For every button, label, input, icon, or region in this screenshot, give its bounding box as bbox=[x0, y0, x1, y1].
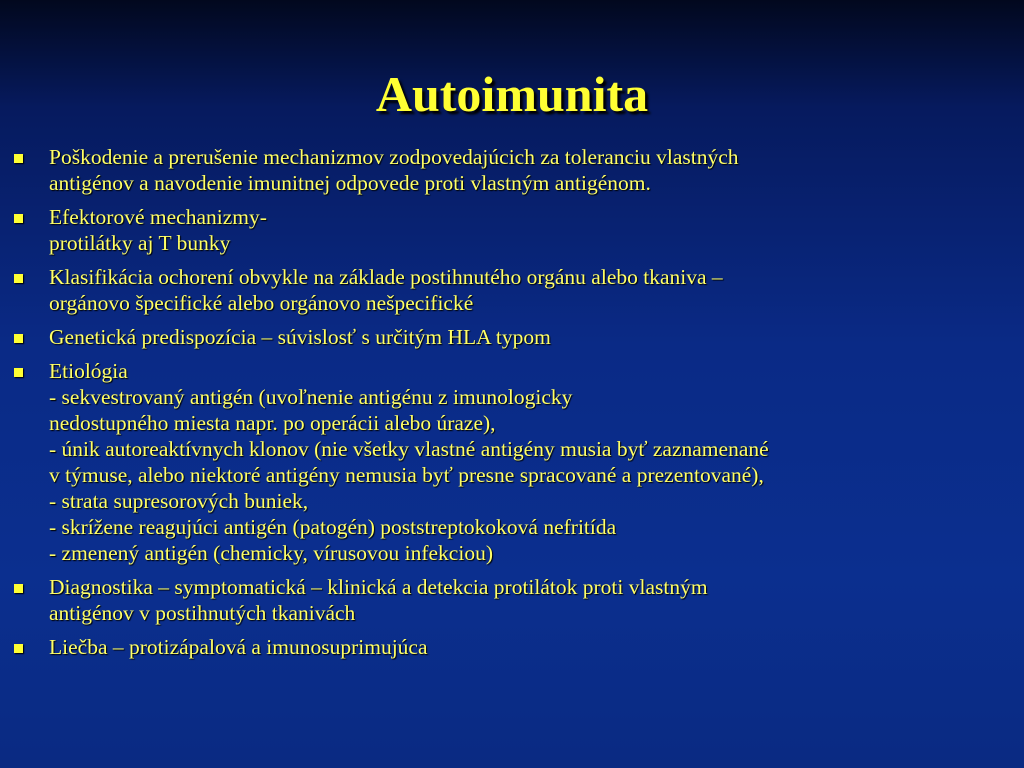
bullet-text-line: Poškodenie a prerušenie mechanizmov zodpovedajúcich za toleranciu vlastných bbox=[49, 145, 739, 169]
square-bullet-icon bbox=[14, 154, 23, 163]
bullet-text-line: antigénov a navodenie imunitnej odpovede proti vlastným antigénom. bbox=[49, 171, 651, 195]
bullet-text-line: antigénov v postihnutých tkanivách bbox=[49, 601, 356, 625]
square-bullet-icon bbox=[14, 644, 23, 653]
bullet-text-line: - strata supresorových buniek, bbox=[49, 489, 309, 513]
bullet-text-line: Genetická predispozícia – súvislosť s určitým HLA typom bbox=[49, 325, 551, 349]
bullet-text-line: - skrížene reagujúci antigén (patogén) poststreptokoková nefritída bbox=[49, 515, 617, 539]
bullet-item bbox=[14, 204, 994, 256]
bullet-text-line: - únik autoreaktívnych klonov (nie všetky vlastné antigény musia byť zaznamenané bbox=[49, 437, 769, 461]
bullet-item bbox=[14, 358, 994, 566]
square-bullet-icon bbox=[14, 274, 23, 283]
bullet-text-line: v týmuse, alebo niektoré antigény nemusia byť presne spracované a prezentované), bbox=[49, 463, 764, 487]
bullet-text-line: Diagnostika – symptomatická – klinická a detekcia protilátok proti vlastným bbox=[49, 575, 708, 599]
bullet-text-line: nedostupného miesta napr. po operácii alebo úraze), bbox=[49, 411, 496, 435]
bullet-item bbox=[14, 144, 994, 196]
bullet-text-line: - zmenený antigén (chemicky, vírusovou infekciou) bbox=[49, 541, 493, 565]
bullet-list bbox=[14, 144, 994, 668]
bullet-item bbox=[14, 324, 994, 350]
bullet-text-line: - sekvestrovaný antigén (uvoľnenie antigénu z imunologicky bbox=[49, 385, 573, 409]
bullet-text-line: Klasifikácia ochorení obvykle na základe postihnutého orgánu alebo tkaniva – bbox=[49, 265, 723, 289]
square-bullet-icon bbox=[14, 368, 23, 377]
slide-title: Autoimunita bbox=[375, 66, 649, 122]
bullet-text-line: orgánovo špecifické alebo orgánovo nešpecifické bbox=[49, 291, 474, 315]
bullet-text-line: Etiológia bbox=[49, 359, 128, 383]
square-bullet-icon bbox=[14, 334, 23, 343]
bullet-text-line: Liečba – protizápalová a imunosuprimujúca bbox=[49, 635, 428, 659]
bullet-text-line: Efektorové mechanizmy- bbox=[49, 205, 267, 229]
bullet-text-line: protilátky aj T bunky bbox=[49, 231, 231, 255]
square-bullet-icon bbox=[14, 584, 23, 593]
square-bullet-icon bbox=[14, 214, 23, 223]
bullet-item bbox=[14, 264, 994, 316]
bullet-item bbox=[14, 634, 994, 660]
bullet-item bbox=[14, 574, 994, 626]
